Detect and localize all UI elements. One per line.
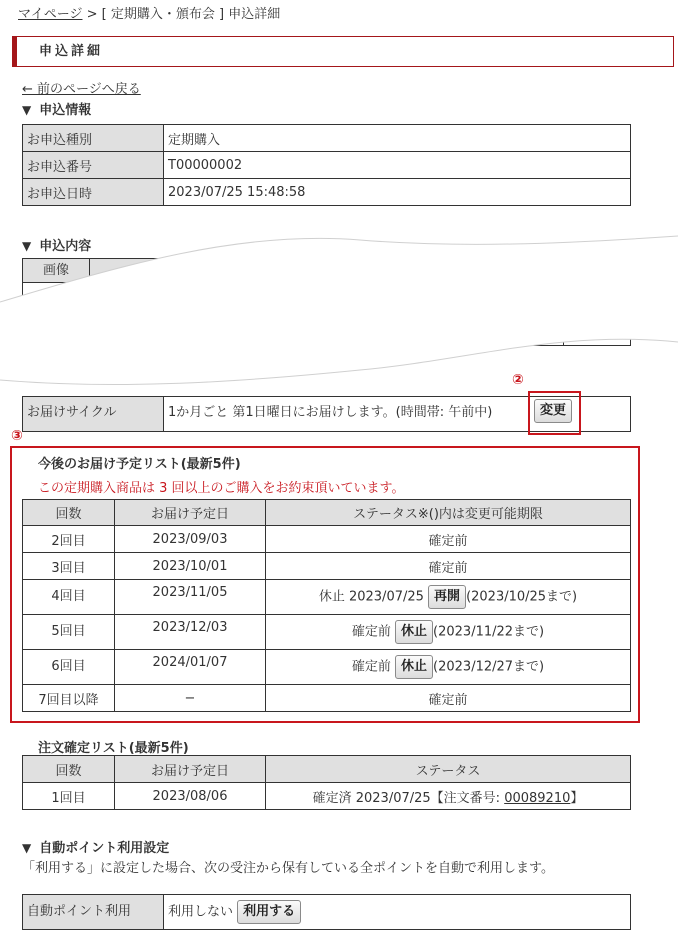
col-header-count: 回数	[23, 500, 115, 526]
application-info-heading	[22, 99, 91, 118]
label-auto-point: 自動ポイント利用	[23, 895, 164, 930]
row-status: 確定前	[266, 685, 631, 712]
row-status-cell	[266, 650, 631, 685]
row-status-cell	[266, 783, 631, 810]
label-application-datetime: お申込日時	[23, 179, 164, 206]
order-number-link[interactable]: 00089210	[504, 790, 571, 806]
collapse-triangle-icon: ▼	[22, 841, 32, 855]
row-count: 1回目	[23, 783, 115, 810]
label-delivery-cycle: お届けサイクル	[23, 397, 164, 432]
application-info-title: 申込情報	[39, 103, 92, 118]
table-row	[23, 685, 631, 712]
row-status-cell	[266, 580, 631, 615]
row-count: 6回目	[23, 650, 115, 685]
auto-point-description: 「利用する」に設定した場合、次の受注から保有している全ポイントを自動で利用します。	[22, 861, 554, 876]
breadcrumb-current: [ 定期購入・頒布会 ] 申込詳細	[101, 7, 281, 22]
table-header-row	[23, 500, 631, 526]
value-delivery-cycle: 1か月ごと 第1日曜日にお届けします。(時間帯: 午前中)	[164, 397, 631, 432]
schedule-table	[22, 499, 631, 712]
row-status: 確定前	[351, 624, 391, 640]
col-header-status: ステータス※()内は変更可能期限	[266, 500, 631, 526]
torn-page-overlay	[0, 230, 678, 400]
row-deadline: (2023/12/27まで)	[433, 659, 545, 675]
label-application-type: お申込種別	[23, 125, 164, 152]
collapse-triangle-icon: ▼	[22, 103, 32, 117]
table-header-row	[23, 756, 631, 783]
table-row	[23, 580, 631, 615]
table-row	[23, 125, 631, 152]
row-date: 2023/12/03	[115, 615, 266, 650]
row-count: 7回目以降	[23, 685, 115, 712]
row-deadline: (2023/10/25まで)	[466, 589, 578, 605]
auto-point-title: 自動ポイント利用設定	[39, 841, 170, 856]
change-cycle-button[interactable]: 変更	[534, 399, 572, 423]
row-status: 確定前	[266, 553, 631, 580]
row-date: −	[115, 685, 266, 712]
marker-3: ③	[11, 428, 23, 444]
row-count: 2回目	[23, 526, 115, 553]
table-row	[23, 152, 631, 179]
auto-point-heading	[22, 837, 169, 856]
row-status-cell	[266, 615, 631, 650]
label-application-number: お申込番号	[23, 152, 164, 179]
resume-button[interactable]: 再開	[428, 585, 466, 609]
value-application-datetime: 2023/07/25 15:48:58	[164, 179, 631, 206]
table-row	[23, 615, 631, 650]
page-title: 申込詳細	[12, 36, 674, 67]
row-date: 2023/09/03	[115, 526, 266, 553]
value-application-number: T00000002	[164, 152, 631, 179]
breadcrumb-mypage-link[interactable]: マイページ	[18, 7, 83, 22]
row-status: 確定前	[351, 659, 391, 675]
schedule-notice: この定期購入商品は 3 回以上のご購入をお約束頂いています。	[38, 481, 405, 496]
breadcrumb-separator: >	[82, 7, 102, 22]
row-status: 確定前	[266, 526, 631, 553]
schedule-title: 今後のお届け予定リスト(最新5件)	[38, 457, 241, 472]
row-count: 3回目	[23, 553, 115, 580]
col-header-count: 回数	[23, 756, 115, 783]
table-row	[23, 895, 631, 930]
confirmed-table	[22, 755, 631, 810]
row-status-suffix: 】	[570, 790, 584, 806]
row-count: 4回目	[23, 580, 115, 615]
value-application-type: 定期購入	[164, 125, 631, 152]
auto-point-value-cell	[164, 895, 631, 930]
application-content-title: 申込内容	[39, 239, 92, 254]
table-row	[23, 553, 631, 580]
row-deadline: (2023/11/22まで)	[433, 624, 545, 640]
back-link[interactable]: ← 前のページへ戻る	[22, 82, 141, 97]
col-header-status: ステータス	[266, 756, 631, 783]
table-row	[23, 783, 631, 810]
marker-2: ②	[512, 372, 524, 388]
col-header-date: お届け予定日	[115, 500, 266, 526]
table-row	[23, 526, 631, 553]
confirmed-title: 注文確定リスト(最新5件)	[38, 741, 189, 756]
image-column-header: 画像	[23, 259, 90, 283]
row-count: 5回目	[23, 615, 115, 650]
pause-button[interactable]: 休止	[395, 620, 433, 644]
collapse-triangle-icon: ▼	[22, 239, 32, 253]
breadcrumb	[18, 3, 280, 22]
row-date: 2023/11/05	[115, 580, 266, 615]
table-row	[23, 179, 631, 206]
col-header-date: お届け予定日	[115, 756, 266, 783]
row-date: 2023/10/01	[115, 553, 266, 580]
row-date: 2024/01/07	[115, 650, 266, 685]
row-status: 休止 2023/07/25	[318, 589, 424, 605]
pause-button[interactable]: 休止	[395, 655, 433, 679]
use-points-button[interactable]: 利用する	[237, 900, 301, 924]
table-row	[23, 650, 631, 685]
auto-point-table	[22, 894, 631, 930]
row-date: 2023/08/06	[115, 783, 266, 810]
auto-point-value: 利用しない	[168, 904, 234, 920]
application-info-table	[22, 124, 631, 206]
row-status-prefix: 確定済 2023/07/25【注文番号:	[312, 790, 505, 806]
